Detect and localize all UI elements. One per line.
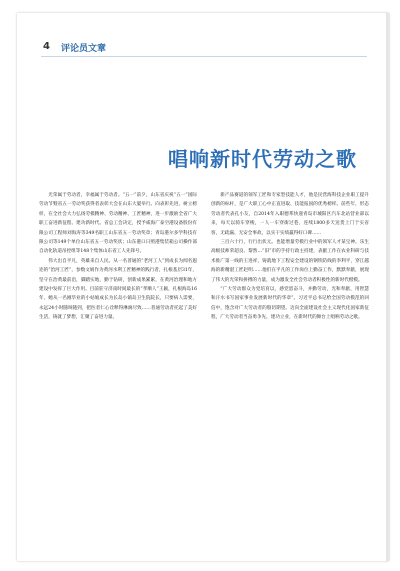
page-edge-shadow [386,13,389,561]
page-header [17,13,389,53]
left-column [39,191,197,551]
page-number: 4 [43,41,50,52]
paragraph: 伟大出自平凡，英雄来自人民。从一名普通的“老河工人”到成长为闻名遐迩的“治河工匠”，参数文娟作为黄河水利工匠精神的践行者，扎根基层31年，坚守在治黄最前沿，脚踏实地，勤于钻研，创新成果累累，在黄河治理和地方建设中发挥了巨大作用。目前驻守济南时间最长的“孝顺人”王颖，扎根海岛16年，她从一名刚毕业的小姑娘成长为长岛小镇岛卫生院院长，只要病人需要，永远24小时随叫随到，把医者仁心诠释得淋漓尽致……普通劳动者托起了美好生活，铸就了梦想，汇聚了奋进力量。 [39,258,197,321]
paragraph: 光荣属于劳动者，幸福属于劳动者。“五一”前夕，山东省庆祝“五一”国际劳动节暨省五一劳动奖获得者表彰大会在山东大厦举行。向表彰先进，树立榜样，在全社会大力弘扬劳模精神、劳动精神、工匠精神，进一步激励全省广大职工奋进新征程、建功新时代。省总工会决定，授予威海广泰空港设备股份有限公司工程师刘海涛等349名职工山东省五一劳动奖章；青岛港尔多学科技有限公司等149个单位山东省五一劳动奖状；山东港口日照港集装箱公司操作部自动化轨道吊控组等148个集体山东省工人先锋号。 [39,193,197,255]
magazine-page [17,13,389,561]
paragraph: “广大劳动群众为党培育以，感党恩奋斗，并勤劳动，光和奉献，用智慧和汗水书写国家事业发展新时代的华章”。习近平总书记给全国劳动模范的回信中，饱含对广大劳动者的殷切期望。迈向全面建设社会主义现代化国家新征程，广大劳动者当奋勇争先，建功立业，在新时代的舞台上唱响劳动之歌。 [211,287,369,321]
column-name: 评论员文章 [61,44,107,54]
right-column [211,191,369,551]
header-rule [41,56,367,57]
paragraph: 新产品赛道的领军工匠和专家型技能人才，他是民营海科技企业职工提升创新的标杆，是广大职工心中正直进取、技能报国的优秀榜样。前些年，形态劳动者代表孔小友，自2014年入职德邦快递青岛市城阳区汽车北站营业部以来，每天以骑车穿梭，一人一车穿街过巷，连续1800多天送货上门于实省客，无疏漏、无安全事故，以实干实绩赢得好口碑…… [211,193,369,236]
article-body [39,191,369,551]
paragraph: 三百六十行，行行出状元。也能增量劳模行业中的领军人才某宝神。乐生高级技师荣超良、黎然…“旧”市的手持行政主持建，表献工作在农业科研与技术推广第一线的王进祥，铸就地下工程安全建设的钢铁防线的李利平，穿江越海的新精湛工匠赵明……他们在平凡的工作岗位上勤奋工作，默默奉献，展现了伟大的光荣和拼搏的力量，成为激发全社会劳动者积极性的新时代楷模。 [211,240,369,283]
article-title: 唱响新时代劳动之歌 [168,147,357,171]
